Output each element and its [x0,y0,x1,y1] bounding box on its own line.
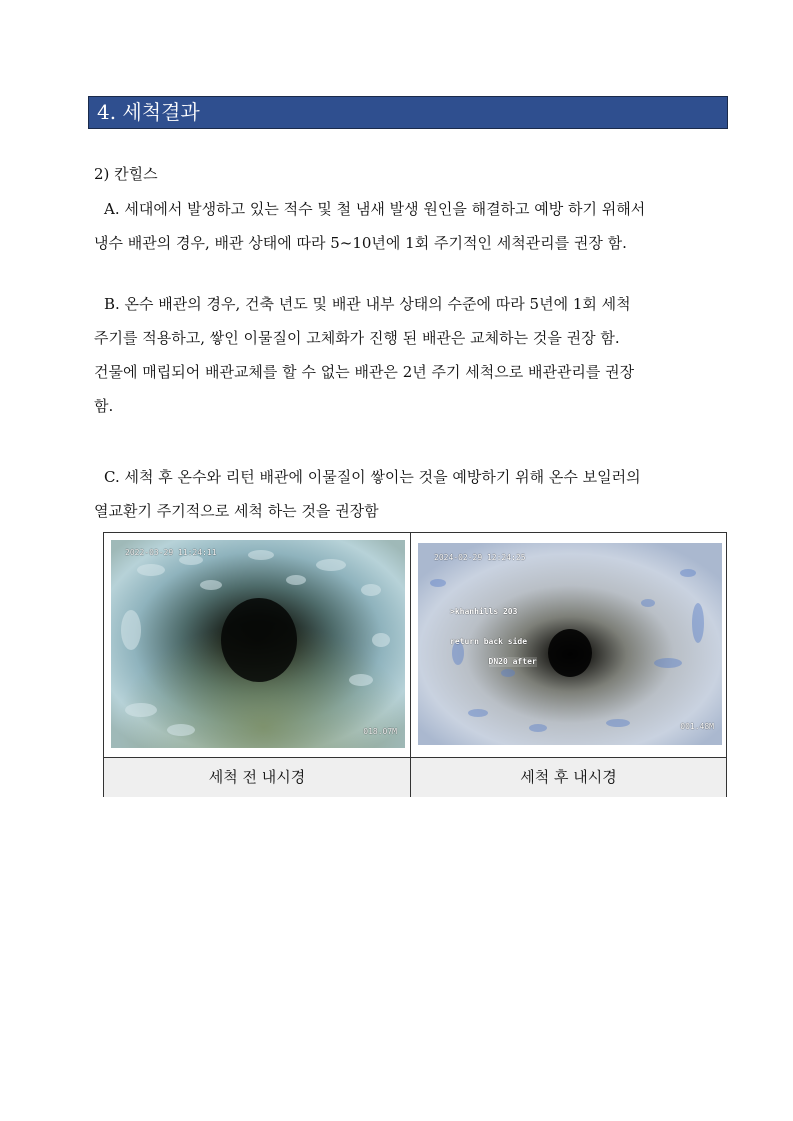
paragraph-b-line4: 함. [94,397,114,415]
caption-row [104,757,726,797]
osd-info-after [450,587,537,677]
photo-table [103,532,727,797]
paragraph-b [94,287,728,423]
endoscope-photo-before [111,540,405,748]
osd-info-line2: return back side [450,637,528,646]
paragraph-c [94,460,728,528]
paragraph-b-line2: 주기를 적용하고, 쌓인 이물질이 고체화가 진행 된 배관은 교체하는 것을 권장 함. [94,329,620,347]
photo-cell-after [411,533,726,757]
paragraph-c-line2: 열교환기 주기적으로 세척 하는 것을 권장함 [94,502,379,520]
section-title: 4. 세척결과 [88,96,728,129]
paragraph-a-line1: A. 세대에서 발생하고 있는 적수 및 철 냄새 발생 원인을 해결하고 예방 하기 위해서 [104,200,646,218]
paragraph-c-line1: C. 세척 후 온수와 리턴 배관에 이물질이 쌓이는 것을 예방하기 위해 온수 보일러의 [104,468,641,486]
paragraph-a [94,192,728,260]
osd-info-line1: >khanhills 203 [450,607,518,616]
paragraph-a-line2: 냉수 배관의 경우, 배관 상태에 따라 5~10년에 1회 주기적인 세척관리를 권장 함. [94,234,627,252]
pipe-interior-before-image [111,540,405,748]
photo-cell-before [104,533,411,757]
caption-after: 세척 후 내시경 [520,768,617,786]
osd-timestamp-before: 2022-03-29 11:24:11 [125,548,217,557]
paragraph-b-line3: 건물에 매립되어 배관교체를 할 수 없는 배관은 2년 주기 세척으로 배관관리를 권장 [94,363,635,381]
paragraph-b-line1: B. 온수 배관의 경우, 건축 년도 및 배관 내부 상태의 수준에 따라 5년에 1회 세척 [104,295,631,313]
osd-distance-after: 001.48M [680,722,714,731]
osd-distance-before: 018.07M [363,727,397,736]
osd-info-line3: DN20 after [488,657,537,666]
caption-before: 세척 전 내시경 [104,758,411,797]
osd-timestamp-after: 2024-02-29 12:24:25 [434,553,526,562]
endoscope-photo-after [418,543,722,745]
subheading: 2) 칸힐스 [94,165,158,183]
